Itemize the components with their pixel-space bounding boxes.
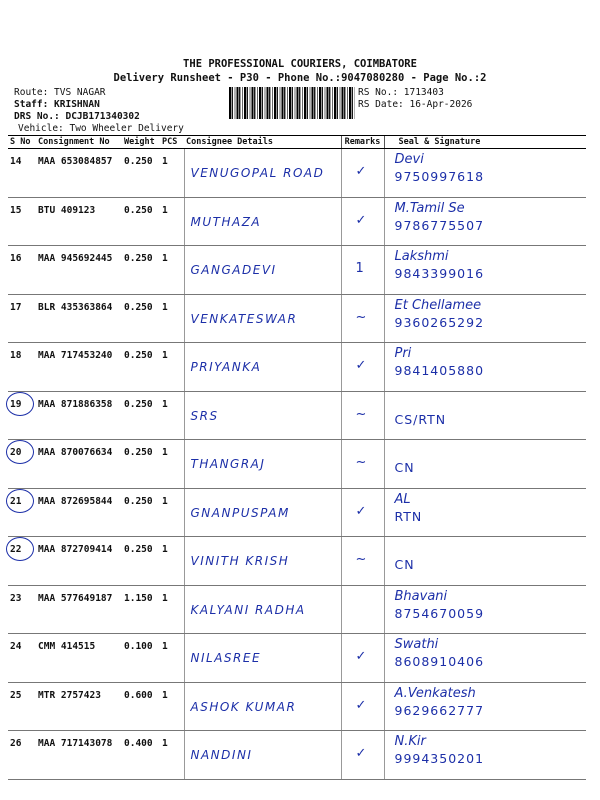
pieces-value: 1 xyxy=(160,682,184,731)
weight-value: 0.250 xyxy=(122,391,160,440)
weight-value: 0.250 xyxy=(122,343,160,392)
signature-cell xyxy=(384,440,586,489)
company-title: THE PROFESSIONAL COURIERS, COIMBATORE xyxy=(183,58,417,70)
table-header-row xyxy=(8,136,586,149)
consignee-name: SRS xyxy=(190,408,219,423)
pieces-value: 1 xyxy=(160,197,184,246)
receiver-signature: N.Kir xyxy=(394,734,426,749)
consignee-cell xyxy=(184,343,341,392)
consignee-cell xyxy=(184,149,341,198)
receiver-signature: Et Chellamee xyxy=(394,297,482,313)
remark-mark: ~ xyxy=(355,455,367,470)
consignment-number: MAA 945692445 xyxy=(36,246,122,295)
receiver-phone: 9750997618 xyxy=(394,169,485,184)
remark-mark: ~ xyxy=(355,309,367,325)
pieces-value: 1 xyxy=(160,634,184,683)
receiver-signature: Swathi xyxy=(394,637,439,652)
consignment-number: BTU 409123 xyxy=(36,197,122,246)
receiver-phone: RTN xyxy=(394,508,423,524)
consignee-name: KALYANI RADHA xyxy=(190,602,306,617)
consignee-cell xyxy=(184,246,341,295)
receiver-phone: 8608910406 xyxy=(394,654,485,669)
remarks-cell xyxy=(341,343,384,392)
consignee-name: ASHOK KUMAR xyxy=(190,699,297,714)
remark-mark: ~ xyxy=(355,552,367,567)
consignee-name: PRIYANKA xyxy=(190,360,262,374)
table-row xyxy=(8,585,586,634)
serial-number: 16 xyxy=(8,246,36,295)
weight-value: 0.250 xyxy=(122,246,160,295)
receiver-signature: Devi xyxy=(394,152,424,167)
signature-cell xyxy=(384,343,586,392)
col-pcs: PCS xyxy=(160,136,184,149)
weight-value: 0.250 xyxy=(122,537,160,586)
remarks-cell xyxy=(341,634,384,683)
consignment-number: MAA 653084857 xyxy=(36,149,122,198)
remark-mark: ✓ xyxy=(355,164,367,179)
consignee-name: VINITH KRISH xyxy=(190,554,290,568)
vehicle-label: Vehicle: Two Wheeler Delivery xyxy=(18,123,184,134)
consignee-name: VENKATESWAR xyxy=(190,311,298,326)
signature-cell xyxy=(384,537,586,586)
consignee-name: GNANPUSPAM xyxy=(190,505,290,520)
signature-cell xyxy=(384,197,586,246)
consignment-number: MAA 717143078 xyxy=(36,731,122,780)
remark-mark: ✓ xyxy=(355,697,367,713)
runsheet-table xyxy=(8,135,586,780)
pieces-value: 1 xyxy=(160,537,184,586)
remark-mark: ✓ xyxy=(355,503,367,519)
remark-mark: ✓ xyxy=(355,358,367,373)
col-seal: Seal & Signature xyxy=(384,136,586,149)
table-row xyxy=(8,391,586,440)
consignee-cell xyxy=(184,294,341,343)
consignee-name: GANGADEVI xyxy=(190,263,277,277)
consignment-number: MTR 2757423 xyxy=(36,682,122,731)
consignee-name: THANGRAJ xyxy=(190,457,266,471)
col-consignee: Consignee Details xyxy=(184,136,341,149)
remarks-cell xyxy=(341,682,384,731)
serial-number: 15 xyxy=(8,197,36,246)
signature-cell xyxy=(384,488,586,537)
serial-number: 14 xyxy=(8,149,36,198)
weight-value: 0.250 xyxy=(122,488,160,537)
pieces-value: 1 xyxy=(160,585,184,634)
consignee-name: NANDINI xyxy=(190,748,253,762)
receiver-signature: Bhavani xyxy=(394,588,448,604)
signature-cell xyxy=(384,682,586,731)
consignee-cell xyxy=(184,634,341,683)
serial-number: 18 xyxy=(8,343,36,392)
table-row xyxy=(8,343,586,392)
signature-cell xyxy=(384,634,586,683)
consignment-number: MAA 870076634 xyxy=(36,440,122,489)
remarks-cell xyxy=(341,391,384,440)
consignee-name: MUTHAZA xyxy=(190,214,262,229)
weight-value: 0.250 xyxy=(122,440,160,489)
consignee-cell xyxy=(184,731,341,780)
receiver-phone: CS/RTN xyxy=(394,411,447,427)
barcode-image xyxy=(229,87,355,119)
serial-number: 21 xyxy=(8,488,36,537)
remarks-cell xyxy=(341,149,384,198)
signature-cell xyxy=(384,391,586,440)
weight-value: 1.150 xyxy=(122,585,160,634)
remarks-cell xyxy=(341,294,384,343)
remarks-cell xyxy=(341,731,384,780)
rs-date: RS Date: 16-Apr-2026 xyxy=(358,99,473,110)
consignee-name: VENUGOPAL ROAD xyxy=(190,166,325,180)
pieces-value: 1 xyxy=(160,731,184,780)
remarks-cell xyxy=(341,585,384,634)
drs-number: DRS No.: DCJB171340302 xyxy=(14,111,140,122)
consignment-number: MAA 872709414 xyxy=(36,537,122,586)
receiver-signature: AL xyxy=(394,491,411,507)
receiver-signature: M.Tamil Se xyxy=(394,200,465,216)
receiver-signature: A.Venkatesh xyxy=(394,685,476,701)
pieces-value: 1 xyxy=(160,343,184,392)
remarks-cell xyxy=(341,488,384,537)
signature-cell xyxy=(384,149,586,198)
signature-cell xyxy=(384,585,586,634)
pieces-value: 1 xyxy=(160,294,184,343)
serial-number: 19 xyxy=(8,391,36,440)
table-row xyxy=(8,246,586,295)
serial-number: 23 xyxy=(8,585,36,634)
pieces-value: 1 xyxy=(160,440,184,489)
remarks-cell xyxy=(341,537,384,586)
weight-value: 0.250 xyxy=(122,294,160,343)
table-row xyxy=(8,731,586,780)
col-weight: Weight xyxy=(122,136,160,149)
table-row xyxy=(8,488,586,537)
receiver-phone: 9841405880 xyxy=(394,363,485,378)
serial-number: 17 xyxy=(8,294,36,343)
table-row xyxy=(8,440,586,489)
receiver-phone: 9843399016 xyxy=(394,266,485,281)
table-row xyxy=(8,634,586,683)
pieces-value: 1 xyxy=(160,149,184,198)
signature-cell xyxy=(384,294,586,343)
serial-number: 22 xyxy=(8,537,36,586)
table-row xyxy=(8,537,586,586)
consignee-cell xyxy=(184,488,341,537)
remark-mark: ✓ xyxy=(355,212,367,228)
remarks-cell xyxy=(341,440,384,489)
serial-number: 26 xyxy=(8,731,36,780)
receiver-signature: Pri xyxy=(394,346,412,361)
route-label: Route: TVS NAGAR xyxy=(14,87,106,98)
weight-value: 0.600 xyxy=(122,682,160,731)
signature-cell xyxy=(384,246,586,295)
runsheet-subtitle: Delivery Runsheet - P30 - Phone No.:9047080280 - Page No.:2 xyxy=(113,72,487,84)
consignment-number: MAA 577649187 xyxy=(36,585,122,634)
receiver-phone: 9629662777 xyxy=(394,702,485,718)
remark-mark: 1 xyxy=(355,261,364,276)
rs-number: RS No.: 1713403 xyxy=(358,87,444,98)
consignee-name: NILASREE xyxy=(190,651,262,665)
consignee-cell xyxy=(184,682,341,731)
remark-mark: ✓ xyxy=(355,746,367,761)
table-row xyxy=(8,294,586,343)
consignee-cell xyxy=(184,537,341,586)
serial-number: 20 xyxy=(8,440,36,489)
table-row xyxy=(8,682,586,731)
weight-value: 0.100 xyxy=(122,634,160,683)
pieces-value: 1 xyxy=(160,391,184,440)
consignee-cell xyxy=(184,585,341,634)
consignee-cell xyxy=(184,197,341,246)
remarks-cell xyxy=(341,197,384,246)
receiver-phone: CN xyxy=(394,460,415,475)
signature-cell xyxy=(384,731,586,780)
weight-value: 0.250 xyxy=(122,149,160,198)
consignment-number: MAA 871886358 xyxy=(36,391,122,440)
pieces-value: 1 xyxy=(160,246,184,295)
consignment-number: MAA 717453240 xyxy=(36,343,122,392)
consignment-number: MAA 872695844 xyxy=(36,488,122,537)
serial-number: 25 xyxy=(8,682,36,731)
staff-label: Staff: KRISHNAN xyxy=(14,99,100,110)
receiver-signature: Lakshmi xyxy=(394,249,449,264)
consignment-number: BLR 435363864 xyxy=(36,294,122,343)
consignee-cell xyxy=(184,391,341,440)
col-sno: S No xyxy=(8,136,36,149)
receiver-phone: 9360265292 xyxy=(394,314,485,330)
pieces-value: 1 xyxy=(160,488,184,537)
table-row xyxy=(8,197,586,246)
consignment-number: CMM 414515 xyxy=(36,634,122,683)
receiver-phone: 8754670059 xyxy=(394,605,485,621)
table-row xyxy=(8,149,586,198)
col-consignment: Consignment No xyxy=(36,136,122,149)
receiver-phone: 9786775507 xyxy=(394,217,485,233)
weight-value: 0.400 xyxy=(122,731,160,780)
remark-mark: ~ xyxy=(355,406,367,422)
consignee-cell xyxy=(184,440,341,489)
serial-number: 24 xyxy=(8,634,36,683)
weight-value: 0.250 xyxy=(122,197,160,246)
remark-mark: ✓ xyxy=(355,649,367,664)
remarks-cell xyxy=(341,246,384,295)
receiver-phone: CN xyxy=(394,557,415,572)
col-remarks: Remarks xyxy=(341,136,384,149)
receiver-phone: 9994350201 xyxy=(394,751,485,766)
